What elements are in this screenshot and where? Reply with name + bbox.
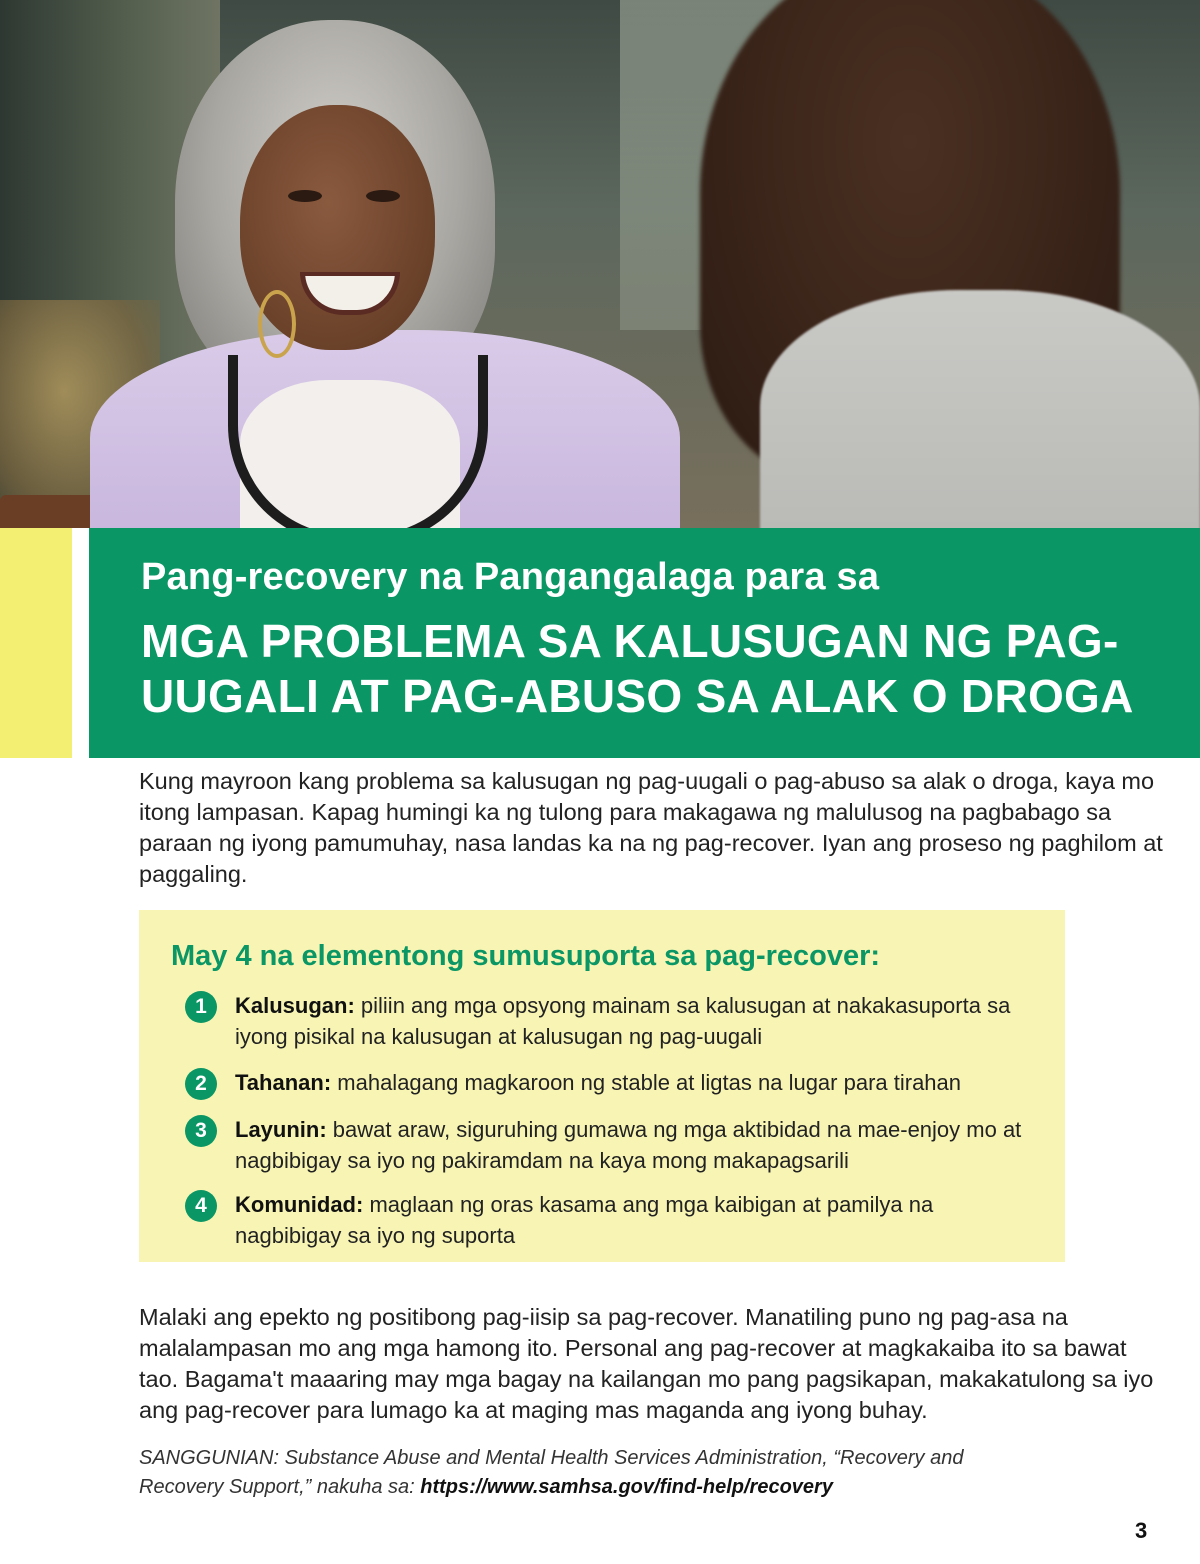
item-term: Kalusugan: (235, 993, 355, 1018)
number-badge: 2 (185, 1068, 217, 1100)
item-term: Tahanan: (235, 1070, 332, 1095)
list-item (185, 1067, 1025, 1098)
list-item (185, 1189, 1025, 1251)
list-item (185, 1114, 1025, 1176)
title-band (89, 528, 1200, 758)
elements-box (139, 910, 1065, 1262)
item-text: mahalagang magkaroon ng stable at ligtas na lugar para tirahan (331, 1070, 962, 1095)
stethoscope-icon (228, 355, 488, 528)
item-term: Layunin: (235, 1117, 327, 1142)
number-badge: 1 (185, 991, 217, 1023)
closing-paragraph: Malaki ang epekto ng positibong pag-iisip sa pag-recover. Manatiling puno ng pag-asa na malalampasan mo ang mga hamong ito. Personal ang pag-recover at magkakaiba ito sa bawat tao. Bagama't maaaring may mga bagay na kailangan mo pang pagsikapan, makakatulong sa iyo ang pag-recover para lumago ka at maging mas maganda ang iyong buhay. (139, 1304, 1154, 1423)
item-text: piliin ang mga opsyong mainam sa kalusugan at nakakasuporta sa iyong pisikal na kalusugan at kalusugan ng pag-uugali (235, 993, 1011, 1049)
page-subtitle: Pang-recovery na Pangangalaga para sa (141, 556, 880, 598)
number-badge: 4 (185, 1190, 217, 1222)
source-citation (139, 1444, 1039, 1502)
page-title: MGA PROBLEMA SA KALUSUGAN NG PAG-UUGALI AT PAG-ABUSO SA ALAK O DROGA (141, 615, 1134, 722)
list-item (185, 990, 1025, 1052)
item-text: bawat araw, siguruhing gumawa ng mga aktibidad na mae-enjoy mo at nagbibigay sa iyo ng pakiramdam na kaya mong makapagsarili (235, 1117, 1022, 1173)
page-number: 3 (1135, 1518, 1148, 1543)
intro-paragraph: Kung mayroon kang problema sa kalusugan ng pag-uugali o pag-abuso sa alak o droga, kaya mo itong lampasan. Kapag humingi ka ng tulong para makagawa ng malulusog na pagbabago sa paraan ng iyong pamumuhay, nasa landas ka na ng pag-recover. Iyan ang proseso ng paghilom at paggaling. (139, 768, 1163, 887)
elements-heading: May 4 na elementong sumusuporta sa pag-recover: (171, 940, 881, 972)
accent-bar (0, 528, 72, 758)
item-term: Komunidad: (235, 1192, 364, 1217)
hero-photo (0, 0, 1200, 528)
source-link[interactable]: https://www.samhsa.gov/find-help/recovery (420, 1476, 833, 1498)
source-text: SANGGUNIAN: Substance Abuse and Mental Health Services Administration, “Recovery and Recovery Support,” nakuha sa: (139, 1447, 964, 1498)
number-badge: 3 (185, 1115, 217, 1147)
item-text: maglaan ng oras kasama ang mga kaibigan at pamilya na nagbibigay sa iyo ng suporta (235, 1192, 934, 1248)
